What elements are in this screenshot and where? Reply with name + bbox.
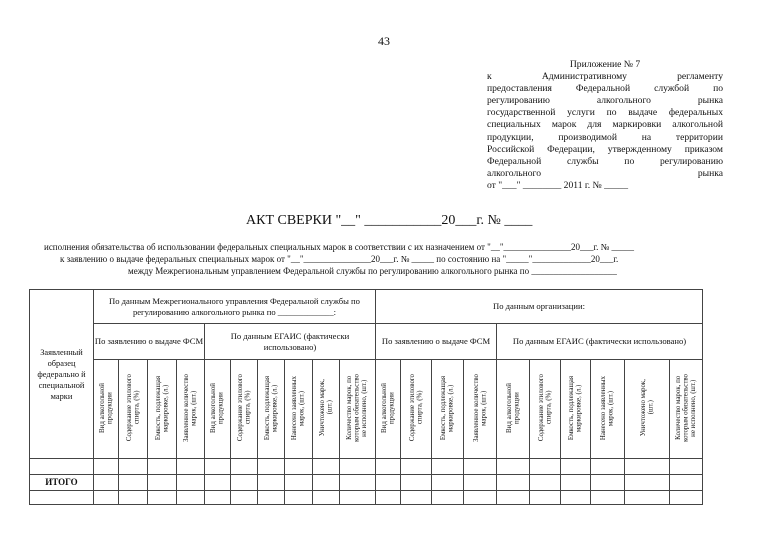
table-cell	[432, 491, 464, 505]
table-cell	[285, 491, 313, 505]
table-cell	[313, 475, 340, 491]
table-cell	[401, 475, 432, 491]
table-cell	[591, 491, 625, 505]
column-header: Вид алкогольной продукции	[205, 360, 231, 459]
table-cell	[625, 459, 670, 475]
table-cell	[177, 475, 205, 491]
table-cell	[258, 475, 285, 491]
subheader-fsm-right: По заявлению о выдаче ФСМ	[376, 324, 497, 360]
appendix-line: предоставления Федеральной службой по	[487, 83, 723, 95]
column-header: Емкость, подлежащая маркировке, (л.)	[258, 360, 285, 459]
appendix-line: государственной услуги по выдаче федеральных	[487, 107, 723, 119]
column-header: Уничтожено марок, (шт.)	[313, 360, 340, 459]
table-cell	[231, 459, 258, 475]
total-label: ИТОГО	[30, 475, 94, 491]
appendix-title: Приложение № 7	[569, 59, 641, 70]
column-header: Емкость, подлежащая маркировке, (л.)	[561, 360, 591, 459]
table-cell	[94, 491, 119, 505]
table-cell	[205, 491, 231, 505]
column-header: Содержание этилового спирта, (%)	[530, 360, 561, 459]
table-cell	[258, 491, 285, 505]
table-cell	[285, 475, 313, 491]
table-cell	[285, 459, 313, 475]
table-cell	[177, 459, 205, 475]
table-cell	[464, 491, 497, 505]
table-cell	[376, 475, 401, 491]
column-header: Вид алкогольной продукции	[376, 360, 401, 459]
subheader-egais-right: По данным ЕГАИС (фактически использовано)	[497, 324, 703, 360]
table-cell	[376, 459, 401, 475]
table-cell	[231, 475, 258, 491]
appendix-line: Российской Федерации, утвержденному приказом	[487, 143, 723, 155]
table-cell	[30, 491, 94, 505]
table-cell	[30, 459, 94, 475]
table-cell	[464, 459, 497, 475]
table-cell	[464, 475, 497, 491]
document-title: АКТ СВЕРКИ "__" ___________20___г. № ____	[246, 213, 533, 228]
table-cell	[205, 475, 231, 491]
table-cell	[625, 491, 670, 505]
table-cell	[313, 459, 340, 475]
table-cell	[670, 459, 703, 475]
table-cell	[340, 491, 376, 505]
column-header: Содержание этилового спирта, (%)	[401, 360, 432, 459]
column-header: Нанесено заявленных марок, (шт.)	[285, 360, 313, 459]
column-header: Вид алкогольной продукции	[94, 360, 119, 459]
table-cell	[561, 475, 591, 491]
subtitle-line: между Межрегиональным управлением Федеральной службы по регулированию алкогольного рынка по ___________________	[128, 266, 617, 276]
column-header: Емкость, подлежащая маркировке, (л.)	[148, 360, 177, 459]
appendix-line: специальных марок для маркировки алкогольной	[487, 119, 723, 131]
table-cell	[205, 459, 231, 475]
subheader-egais-left: По данным ЕГАИС (фактически использовано)	[205, 324, 376, 360]
appendix-line: продукции, производимой на территории	[487, 131, 723, 143]
appendix-line: алкогольного рынка	[487, 167, 723, 179]
table-cell	[591, 475, 625, 491]
column-header: Вид алкогольной продукции	[497, 360, 530, 459]
table-cell	[94, 459, 119, 475]
table-cell	[119, 491, 148, 505]
table-cell	[376, 491, 401, 505]
table-cell	[401, 459, 432, 475]
table-cell	[497, 459, 530, 475]
subtitle-line: исполнения обязательства об использовании федеральных специальных марок в соответствии с их назначением от "__"_______________20___г. № _____	[44, 242, 635, 252]
table-cell	[561, 459, 591, 475]
table-cell	[313, 491, 340, 505]
table-cell	[561, 491, 591, 505]
column-header: Количество марок, по которым обязательство не исполнено, (шт.)	[340, 360, 376, 459]
table-cell	[432, 459, 464, 475]
table-cell	[148, 459, 177, 475]
subheader-fsm-left: По заявлению о выдаче ФСМ	[94, 324, 205, 360]
column-header: Количество марок, по которым обязательство не исполнено, (шт.)	[670, 360, 703, 459]
table-cell	[119, 459, 148, 475]
total-row	[30, 475, 703, 491]
table-cell	[177, 491, 205, 505]
table-cell	[530, 459, 561, 475]
table-cell	[340, 475, 376, 491]
column-header: Заявленное количество марок, (шт.)	[464, 360, 497, 459]
table-row	[30, 491, 703, 505]
table-cell	[530, 491, 561, 505]
column-header: Емкость, подлежащая маркировке, (л.)	[432, 360, 464, 459]
column-header: Заявленное количество марок, (шт.)	[177, 360, 205, 459]
table-cell	[670, 475, 703, 491]
table-cell	[119, 475, 148, 491]
group-header-left: По данным Межрегионального управления Федеральной службы по регулированию алкогольного рынка по _____________:	[94, 290, 376, 324]
appendix-date-line: от "___" ________ 2011 г. № _____	[487, 179, 629, 191]
table-row	[30, 459, 703, 475]
table-cell	[231, 491, 258, 505]
page-number: 43	[378, 34, 390, 48]
table-cell	[670, 491, 703, 505]
table-cell	[94, 475, 119, 491]
column-header: Уничтожено марок, (шт.)	[625, 360, 670, 459]
table-cell	[258, 459, 285, 475]
table-cell	[497, 491, 530, 505]
table-cell	[148, 475, 177, 491]
column-header: Содержание этилового спирта, (%)	[119, 360, 148, 459]
column-header: Содержание этилового спирта, (%)	[231, 360, 258, 459]
appendix-line: регулированию алкогольного рынка	[487, 95, 723, 107]
appendix-line: Федеральной службы по регулированию	[487, 155, 723, 167]
appendix-block	[487, 59, 723, 192]
reconciliation-table	[29, 289, 703, 505]
table-cell	[591, 459, 625, 475]
table-cell	[432, 475, 464, 491]
table-cell	[340, 459, 376, 475]
column-header: Нанесено заявленных марок, (шт.)	[591, 360, 625, 459]
table-cell	[625, 475, 670, 491]
appendix-line: к Административному регламенту	[487, 71, 723, 83]
table-cell	[497, 475, 530, 491]
group-header-right: По данным организации:	[376, 290, 703, 324]
table-cell	[148, 491, 177, 505]
table-cell	[530, 475, 561, 491]
row-header-cell: Заявленный образец федерально й специальной марки	[30, 290, 94, 459]
table-cell	[401, 491, 432, 505]
subtitle-line: к заявлению о выдаче федеральных специальных марок от "__"_______________20___г. № _____ по состоянию на "_____"_____________20___г.	[60, 254, 619, 264]
